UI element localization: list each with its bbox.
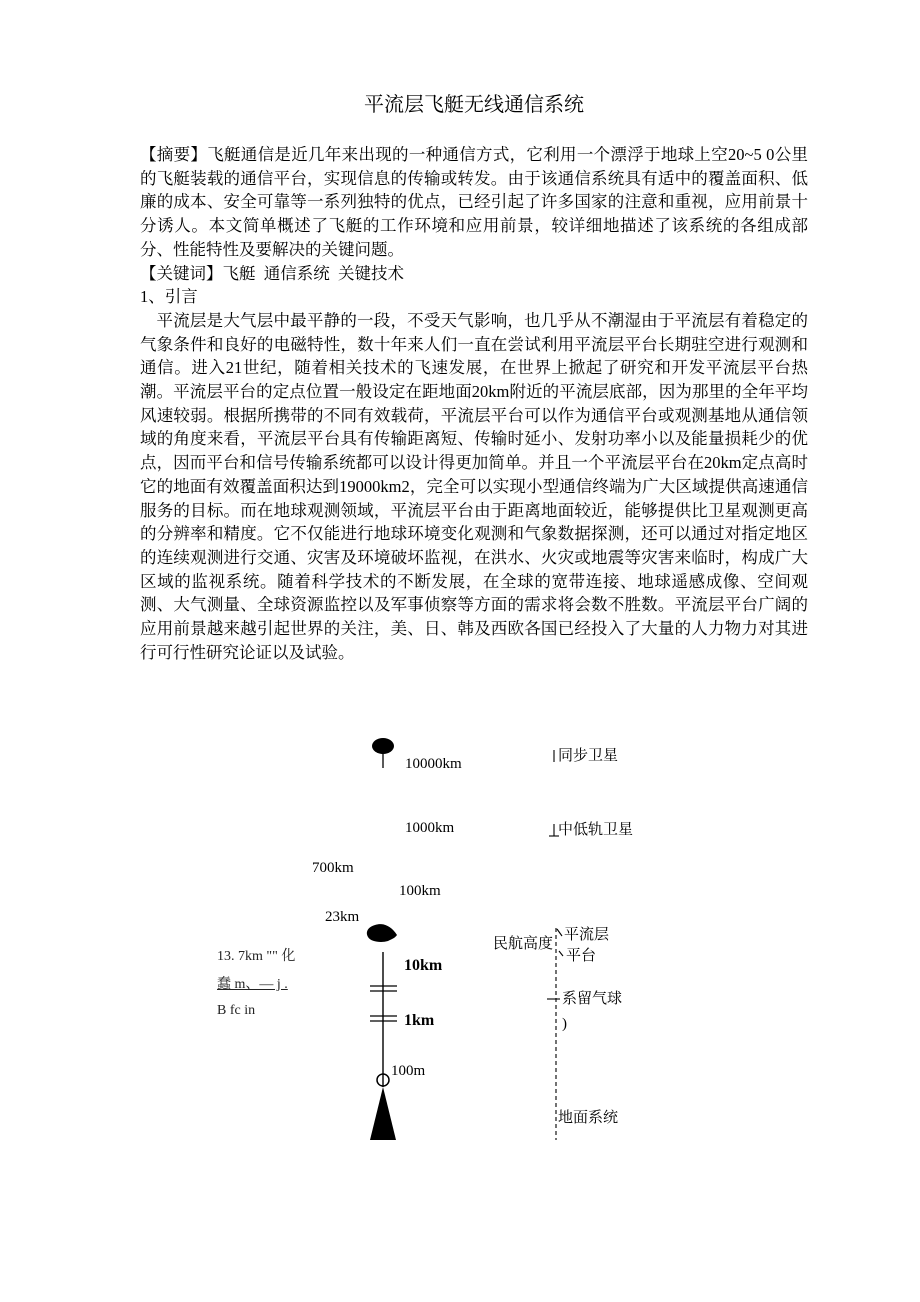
altitude-diagram (0, 728, 920, 1158)
scan-artifact-line1: 蠢 m、— j . (217, 977, 288, 992)
document-title: 平流层飞艇无线通信系统 (364, 94, 584, 116)
diagram-shapes (0, 728, 920, 1158)
altitude-label-1000km: 1000km (405, 820, 455, 836)
document-content (140, 0, 808, 664)
altitude-label-1km: 1km (404, 1012, 435, 1029)
label-ground-system: 地面系统 (558, 1110, 619, 1126)
altitude-label-100m: 100m (391, 1063, 426, 1079)
altitude-label-100km: 100km (399, 883, 441, 899)
altitude-label-23km: 23km (325, 909, 360, 925)
label-stratosphere: 平流层 (564, 927, 610, 943)
altitude-label-10000km: 10000km (405, 756, 462, 772)
section1-heading: 1、引言 (140, 287, 198, 307)
label-mid-low-orbit-satellite: 中低轨卫星 (558, 822, 634, 838)
leader-tick-platform (559, 951, 563, 956)
leader-tick-stratosphere (557, 929, 562, 936)
airship-icon (367, 924, 397, 942)
label-tethered-balloon: 系留气球 (562, 991, 623, 1007)
label-civil-aviation-altitude: 民航高度 (493, 936, 554, 952)
altitude-label-13-7km: 13. 7km "" 化 (217, 949, 296, 964)
ground-antenna-icon (370, 1087, 396, 1140)
keywords-line: 【关键词】飞艇 通信系统 关键技术 (140, 263, 404, 283)
altitude-label-700km: 700km (312, 860, 354, 876)
label-geo-satellite: 同步卫星 (558, 748, 619, 764)
scan-artifact-line2: B fc in (217, 1003, 256, 1018)
abstract-paragraph: 【摘要】飞艇通信是近几年来出现的一种通信方式，它利用一个漂浮于地球上空20~5 0公里的飞艇装载的通信平台，实现信息的传输或转发。由于该通信系统具有适中的覆盖面积、低廉的成本、安全可靠等一系列独特的优点，已经引起了许多国家的注意和重视，应用前景十分诱人。本文简单概述了飞艇的工作环境和应用前景，较详细地描述了该系统的各组成部分、性能特性及要解决的关键问题。 (140, 145, 808, 259)
label-brace: ) (562, 1016, 567, 1032)
label-platform: 平台 (566, 948, 597, 964)
altitude-label-10km: 10km (404, 957, 443, 974)
geo-satellite-icon (372, 738, 394, 754)
section1-body: 平流层是大气层中最平静的一段，不受天气影响，也几乎从不潮湿由于平流层有着稳定的气象条件和良好的电磁特性，数十年来人们一直在尝试利用平流层平台长期驻空进行观测和通信。进入21世纪，随着相关技术的飞速发展，在世界上掀起了研究和开发平流层平台热潮。平流层平台的定点位置一般设定在距地面20km附近的平流层底部，因为那里的全年平均风速较弱。根据所携带的不同有效载荷，平流层平台可以作为通信平台或观测基地从通信领域的角度来看，平流层平台具有传输距离短、传输时延小、发射功率小以及能量损耗少的优点，因而平台和信号传输系统都可以设计得更加简单。并且一个平流层平台在20km定点高时它的地面有效覆盖面积达到19000km2，完全可以实现小型通信终端为广大区域提供高速通信服务的目标。而在地球观测领域，平流层平台由于距离地面较近，能够提供比卫星观测更高的分辨率和精度。它不仅能进行地球环境变化观测和气象数据探测，还可以通过对指定地区的连续观测进行交通、灾害及环境破坏监视，在洪水、火灾或地震等灾害来临时，构成广大区域的监视系统。随着科学技术的不断发展，在全球的宽带连接、地球遥感成像、空间观测、大气测量、全球资源监控以及军事侦察等方面的需求将会数不胜数。平流层平台广阔的应用前景越来越引起世界的关注，美、日、韩及西欧各国已经投入了大量的人力物力对其进行可行性研究论证以及试验。 (140, 310, 808, 662)
